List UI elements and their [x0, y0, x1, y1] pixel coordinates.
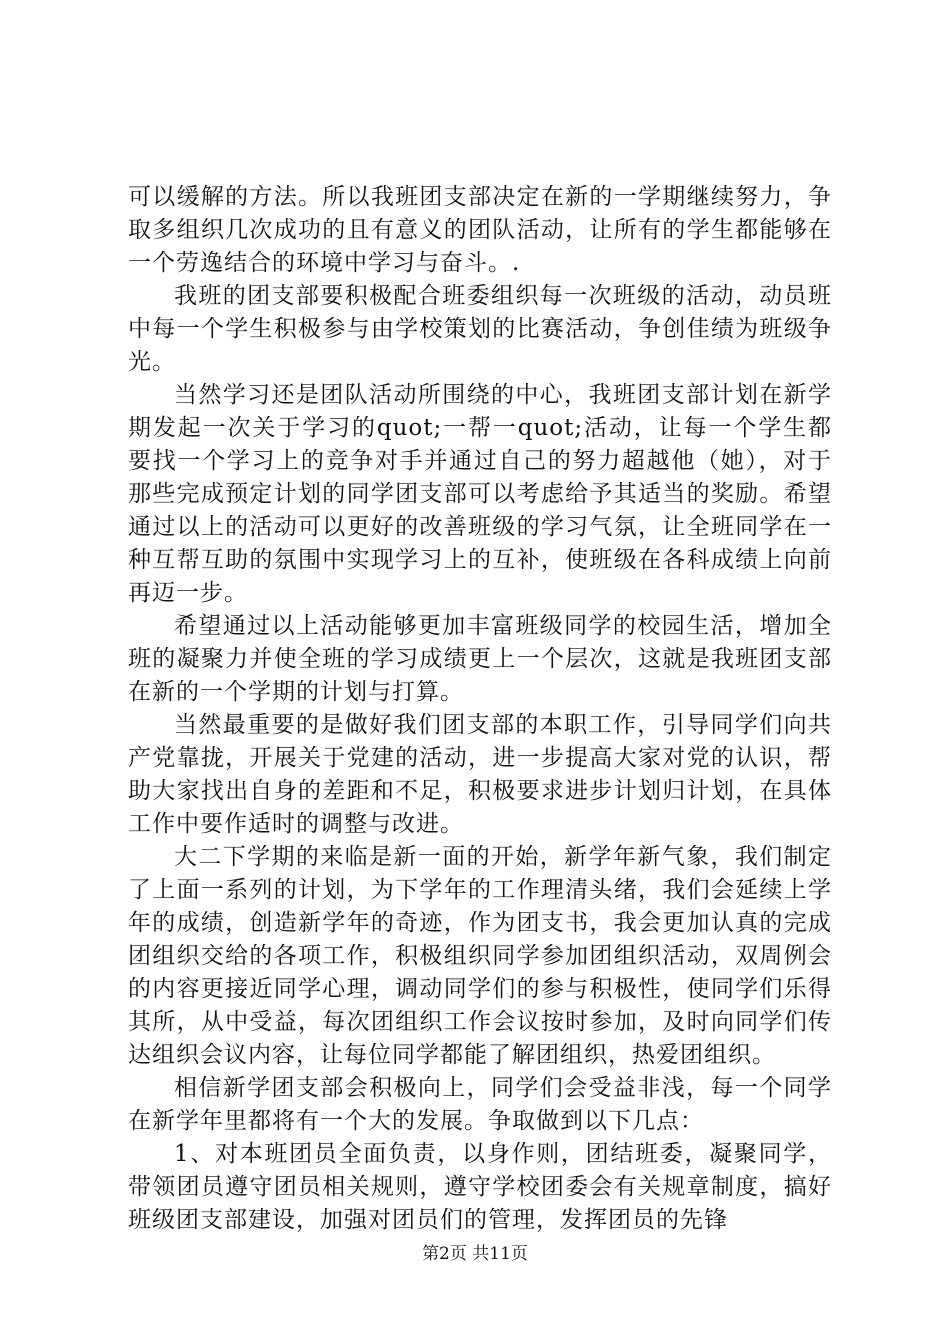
list-item-paragraph: 1、对本班团员全面负责，以身作则，团结班委，凝聚同学，带领团员遵守团员相关规则，遵守学校团委会有关规章制度，搞好班级团支部建设，加强对团员们的管理，发挥团员的先锋 [128, 1141, 832, 1233]
paragraph: 当然最重要的是做好我们团支部的本职工作，引导同学们向共产党靠拢，开展关于党建的活动，进一步提高大家对党的认识，帮助大家找出自身的差距和不足，积极要求进步计划归计划，在具体工作中要作适时的调整与改进。 [128, 712, 832, 837]
paragraph: 相信新学团支部会积极向上，同学们会受益非浅，每一个同学在新学年里都将有一个大的发展。争取做到以下几点： [128, 1075, 832, 1134]
document-body [128, 181, 832, 1237]
paragraph: 当然学习还是团队活动所围绕的中心，我班团支部计划在新学期发起一次关于学习的quot;一帮一quot;活动，让每一个学生都要找一个学习上的竞争对手并通过自己的努力超越他（她），对于那些完成预定计划的同学团支部可以考虑给予其适当的奖励。希望通过以上的活动可以更好的改善班级的学习气氛，让全班同学在一种互帮互助的氛围中实现学习上的互补，使班级在各科成绩上向前再迈一步。 [128, 382, 832, 606]
paragraph-continued: 可以缓解的方法。所以我班团支部决定在新的一学期继续努力，争取多组织几次成功的且有意义的团队活动，让所有的学生都能够在一个劳逸结合的环境中学习与奋斗。. [128, 184, 832, 276]
paragraph: 大二下学期的来临是新一面的开始，新学年新气象，我们制定了上面一系列的计划，为下学年的工作理清头绪，我们会延续上学年的成绩，创造新学年的奇迹，作为团支书，我会更加认真的完成团组织交给的各项工作，积极组织同学参加团组织活动，双周例会的内容更接近同学心理，调动同学们的参与积极性，使同学们乐得其所，从中受益，每次团组织工作会议按时参加，及时向同学们传达组织会议内容，让每位同学都能了解团组织，热爱团组织。 [128, 844, 832, 1068]
paragraph: 希望通过以上活动能够更加丰富班级同学的校园生活，增加全班的凝聚力并使全班的学习成绩更上一个层次，这就是我班团支部在新的一个学期的计划与打算。 [128, 613, 832, 705]
paragraph: 我班的团支部要积极配合班委组织每一次班级的活动，动员班中每一个学生积极参与由学校策划的比赛活动，争创佳绩为班级争光。 [128, 283, 832, 375]
page-number-footer: 第2页 共11页 [422, 1244, 528, 1264]
